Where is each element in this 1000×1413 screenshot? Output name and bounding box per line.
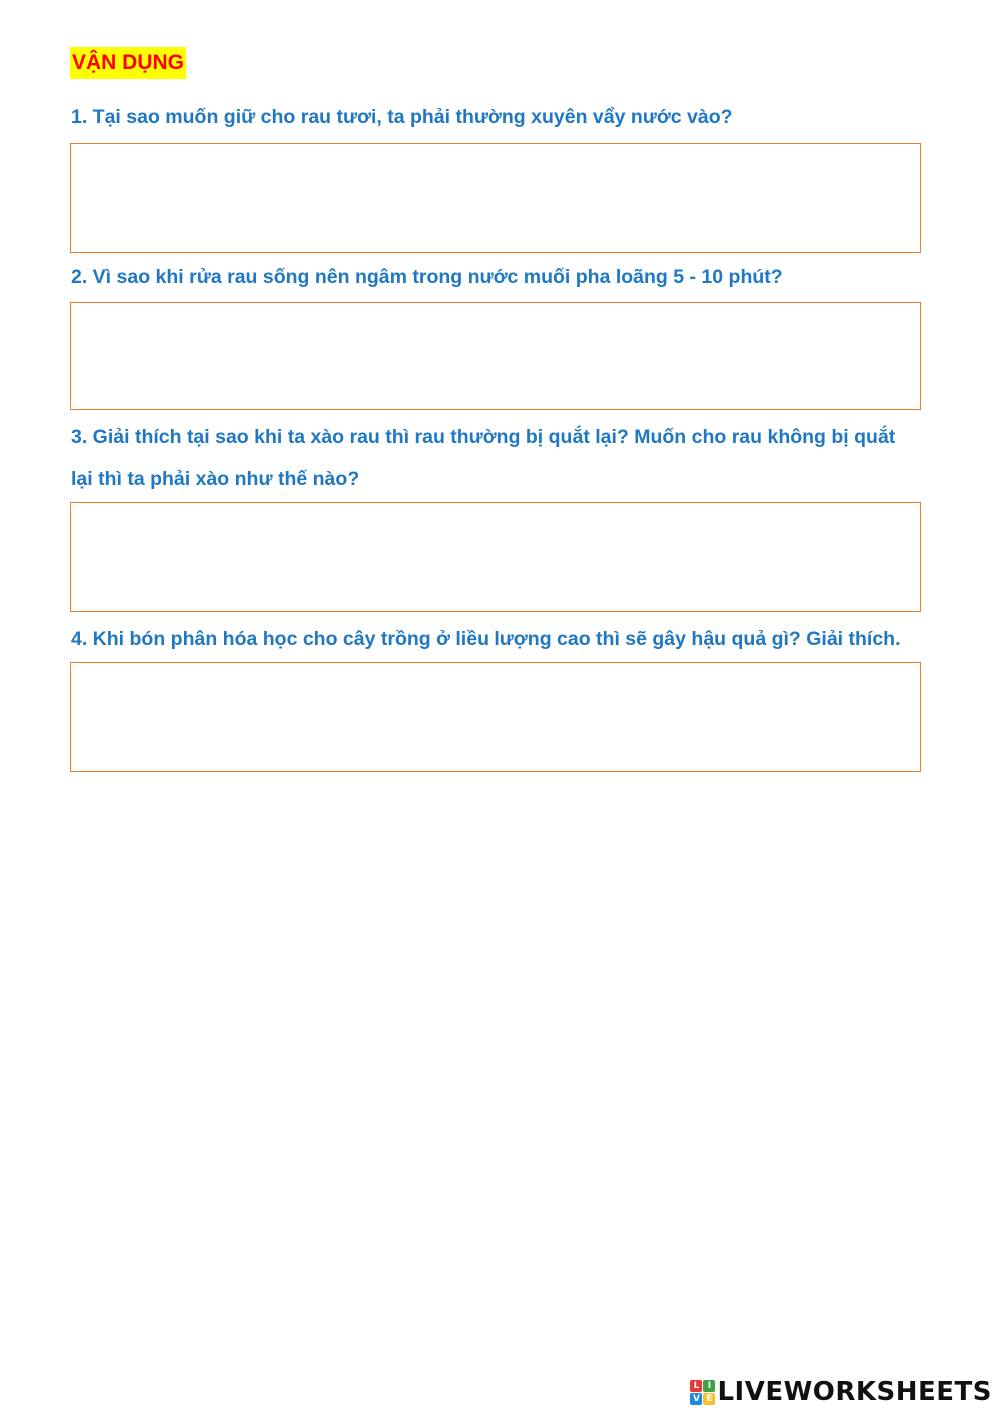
answer-box-4[interactable] bbox=[70, 662, 921, 772]
logo-mark-letter: V bbox=[690, 1393, 702, 1405]
question-3-line-1: 3. Giải thích tại sao khi ta xào rau thì rau thường bị quắt lại? Muốn cho rau không bị quắt bbox=[71, 426, 896, 448]
question-2: 2. Vì sao khi rửa rau sống nên ngâm trong nước muối pha loãng 5 - 10 phút? bbox=[71, 266, 783, 288]
logo-mark-letter: L bbox=[690, 1380, 702, 1392]
question-4: 4. Khi bón phân hóa học cho cây trồng ở liều lượng cao thì sẽ gây hậu quả gì? Giải thích. bbox=[71, 628, 901, 650]
answer-box-1[interactable] bbox=[70, 143, 921, 253]
question-1: 1. Tại sao muốn giữ cho rau tươi, ta phải thường xuyên vẩy nước vào? bbox=[71, 106, 733, 128]
answer-box-2[interactable] bbox=[70, 302, 921, 410]
answer-box-3[interactable] bbox=[70, 502, 921, 612]
logo-mark-letter: E bbox=[703, 1393, 715, 1405]
question-3-line-2: lại thì ta phải xào như thế nào? bbox=[71, 468, 360, 490]
logo-text: LIVEWORKSHEETS bbox=[717, 1377, 992, 1407]
logo-mark-icon bbox=[690, 1380, 715, 1405]
section-title: VẬN DỤNG bbox=[70, 47, 186, 79]
logo-mark-letter: I bbox=[703, 1380, 715, 1392]
liveworksheets-logo bbox=[690, 1377, 992, 1407]
